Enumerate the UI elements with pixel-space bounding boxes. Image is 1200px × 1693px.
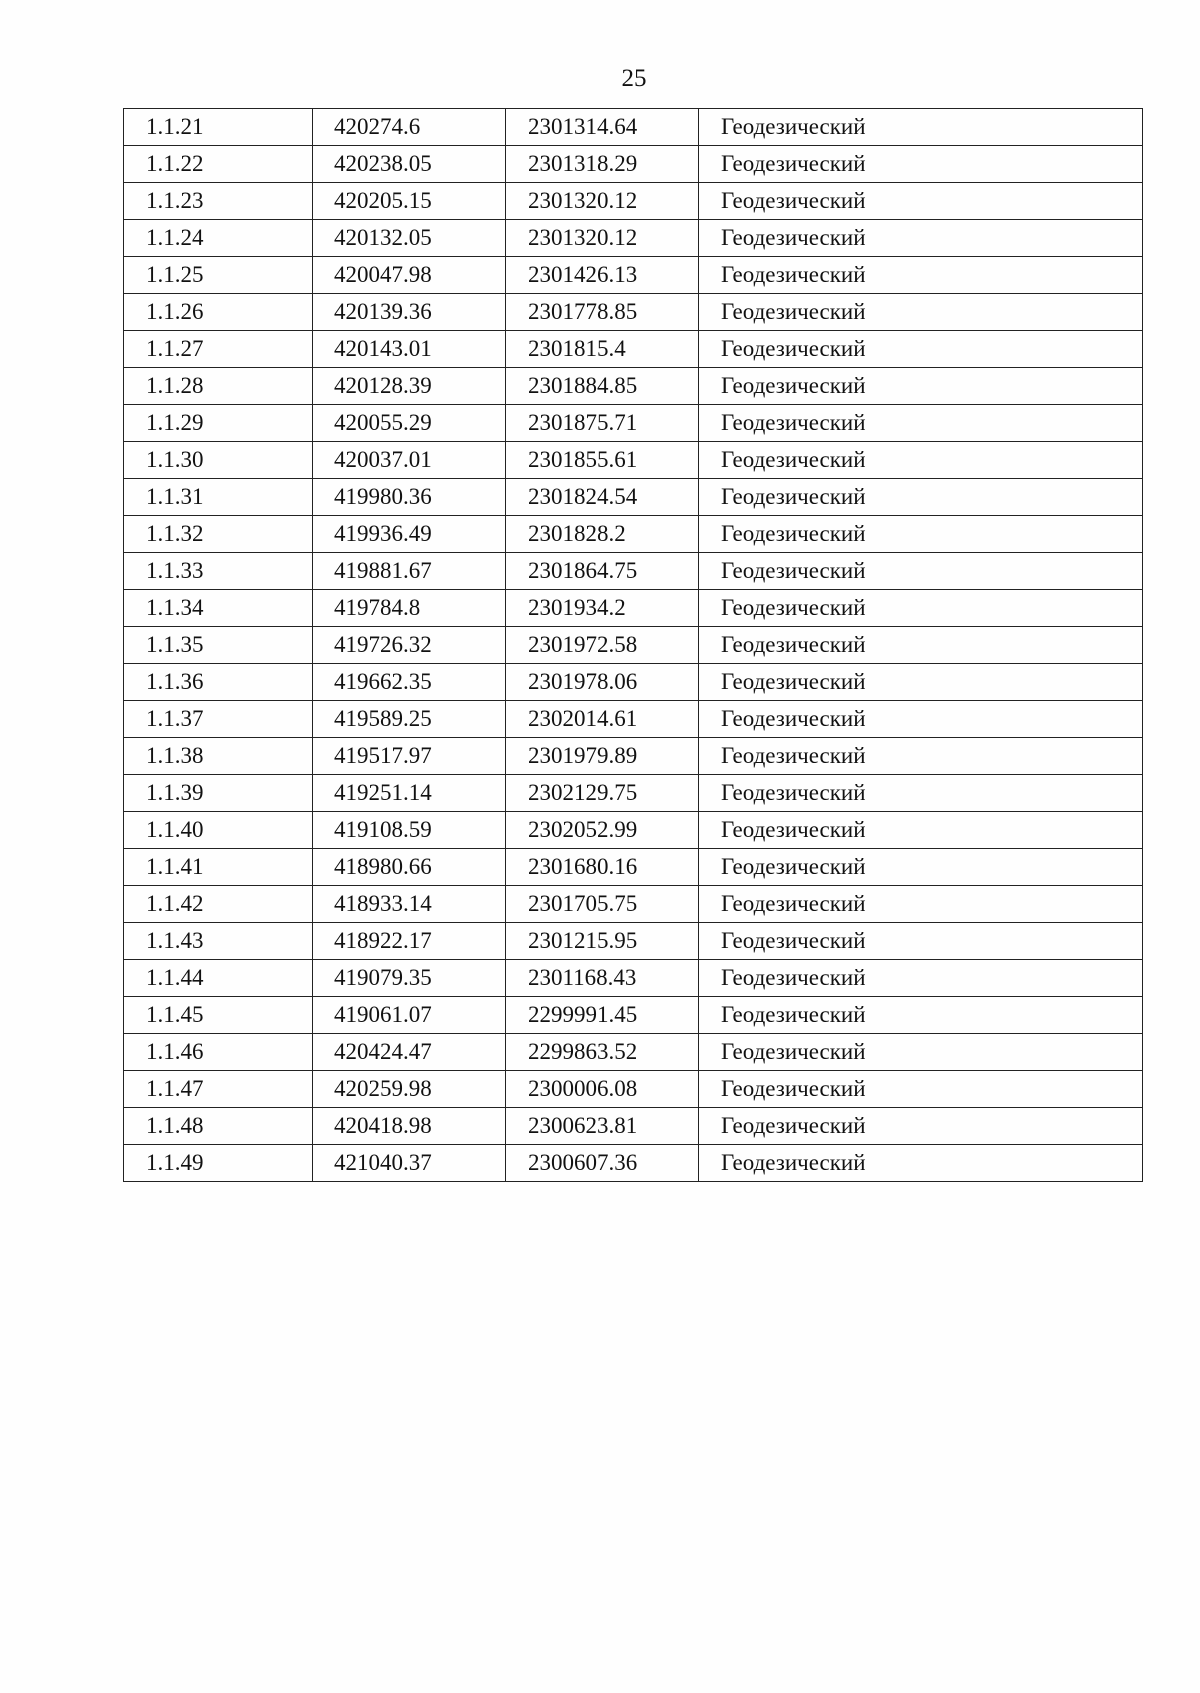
table-row [124, 775, 1143, 812]
point-type-cell: Геодезический [699, 1108, 1143, 1145]
x-coordinate-cell: 418922.17 [313, 923, 506, 960]
table-row [124, 109, 1143, 146]
x-coordinate-cell: 418933.14 [313, 886, 506, 923]
point-type-cell: Геодезический [699, 294, 1143, 331]
table-row [124, 405, 1143, 442]
y-coordinate-cell: 2301855.61 [506, 442, 699, 479]
point-id-cell: 1.1.22 [124, 146, 313, 183]
point-type-cell: Геодезический [699, 590, 1143, 627]
x-coordinate-cell: 420047.98 [313, 257, 506, 294]
point-type-cell: Геодезический [699, 479, 1143, 516]
page-number: 25 [621, 65, 647, 92]
point-id-cell: 1.1.28 [124, 368, 313, 405]
x-coordinate-cell: 419589.25 [313, 701, 506, 738]
point-type-cell: Геодезический [699, 109, 1143, 146]
point-id-cell: 1.1.46 [124, 1034, 313, 1071]
table-row [124, 886, 1143, 923]
x-coordinate-cell: 420424.47 [313, 1034, 506, 1071]
point-id-cell: 1.1.42 [124, 886, 313, 923]
table-row [124, 553, 1143, 590]
point-id-cell: 1.1.34 [124, 590, 313, 627]
x-coordinate-cell: 419784.8 [313, 590, 506, 627]
y-coordinate-cell: 2301934.2 [506, 590, 699, 627]
point-id-cell: 1.1.21 [124, 109, 313, 146]
point-id-cell: 1.1.23 [124, 183, 313, 220]
y-coordinate-cell: 2301168.43 [506, 960, 699, 997]
point-type-cell: Геодезический [699, 738, 1143, 775]
point-type-cell: Геодезический [699, 553, 1143, 590]
x-coordinate-cell: 419061.07 [313, 997, 506, 1034]
x-coordinate-cell: 419726.32 [313, 627, 506, 664]
x-coordinate-cell: 418980.66 [313, 849, 506, 886]
table-row [124, 479, 1143, 516]
y-coordinate-cell: 2301320.12 [506, 183, 699, 220]
y-coordinate-cell: 2301972.58 [506, 627, 699, 664]
x-coordinate-cell: 420259.98 [313, 1071, 506, 1108]
point-id-cell: 1.1.49 [124, 1145, 313, 1182]
y-coordinate-cell: 2301979.89 [506, 738, 699, 775]
y-coordinate-cell: 2301978.06 [506, 664, 699, 701]
point-type-cell: Геодезический [699, 997, 1143, 1034]
table-row [124, 849, 1143, 886]
x-coordinate-cell: 419936.49 [313, 516, 506, 553]
point-id-cell: 1.1.33 [124, 553, 313, 590]
y-coordinate-cell: 2301314.64 [506, 109, 699, 146]
point-id-cell: 1.1.27 [124, 331, 313, 368]
point-type-cell: Геодезический [699, 257, 1143, 294]
y-coordinate-cell: 2301705.75 [506, 886, 699, 923]
x-coordinate-cell: 420055.29 [313, 405, 506, 442]
point-type-cell: Геодезический [699, 368, 1143, 405]
y-coordinate-cell: 2301778.85 [506, 294, 699, 331]
table-row [124, 516, 1143, 553]
y-coordinate-cell: 2301828.2 [506, 516, 699, 553]
y-coordinate-cell: 2301215.95 [506, 923, 699, 960]
x-coordinate-cell: 420132.05 [313, 220, 506, 257]
point-type-cell: Геодезический [699, 701, 1143, 738]
y-coordinate-cell: 2301426.13 [506, 257, 699, 294]
point-type-cell: Геодезический [699, 812, 1143, 849]
table-row [124, 1071, 1143, 1108]
x-coordinate-cell: 421040.37 [313, 1145, 506, 1182]
table-row [124, 923, 1143, 960]
point-type-cell: Геодезический [699, 183, 1143, 220]
point-id-cell: 1.1.48 [124, 1108, 313, 1145]
y-coordinate-cell: 2302129.75 [506, 775, 699, 812]
point-type-cell: Геодезический [699, 516, 1143, 553]
point-id-cell: 1.1.26 [124, 294, 313, 331]
point-id-cell: 1.1.47 [124, 1071, 313, 1108]
y-coordinate-cell: 2301864.75 [506, 553, 699, 590]
table-row [124, 257, 1143, 294]
y-coordinate-cell: 2301318.29 [506, 146, 699, 183]
point-id-cell: 1.1.36 [124, 664, 313, 701]
coordinates-table-body [124, 109, 1143, 1182]
table-row [124, 183, 1143, 220]
point-id-cell: 1.1.41 [124, 849, 313, 886]
table-row [124, 627, 1143, 664]
x-coordinate-cell: 420205.15 [313, 183, 506, 220]
y-coordinate-cell: 2299863.52 [506, 1034, 699, 1071]
point-type-cell: Геодезический [699, 1145, 1143, 1182]
y-coordinate-cell: 2301824.54 [506, 479, 699, 516]
y-coordinate-cell: 2302052.99 [506, 812, 699, 849]
y-coordinate-cell: 2300607.36 [506, 1145, 699, 1182]
y-coordinate-cell: 2301884.85 [506, 368, 699, 405]
x-coordinate-cell: 420238.05 [313, 146, 506, 183]
table-row [124, 368, 1143, 405]
table-row [124, 331, 1143, 368]
x-coordinate-cell: 419662.35 [313, 664, 506, 701]
table-row [124, 997, 1143, 1034]
table-row [124, 1034, 1143, 1071]
point-type-cell: Геодезический [699, 849, 1143, 886]
point-type-cell: Геодезический [699, 1071, 1143, 1108]
point-id-cell: 1.1.45 [124, 997, 313, 1034]
y-coordinate-cell: 2301320.12 [506, 220, 699, 257]
point-type-cell: Геодезический [699, 442, 1143, 479]
point-id-cell: 1.1.30 [124, 442, 313, 479]
y-coordinate-cell: 2301875.71 [506, 405, 699, 442]
y-coordinate-cell: 2300006.08 [506, 1071, 699, 1108]
table-row [124, 812, 1143, 849]
y-coordinate-cell: 2301680.16 [506, 849, 699, 886]
point-type-cell: Геодезический [699, 331, 1143, 368]
point-type-cell: Геодезический [699, 1034, 1143, 1071]
y-coordinate-cell: 2300623.81 [506, 1108, 699, 1145]
table-row [124, 701, 1143, 738]
x-coordinate-cell: 419079.35 [313, 960, 506, 997]
point-type-cell: Геодезический [699, 923, 1143, 960]
point-id-cell: 1.1.31 [124, 479, 313, 516]
table-row [124, 294, 1143, 331]
table-row [124, 960, 1143, 997]
x-coordinate-cell: 420418.98 [313, 1108, 506, 1145]
point-type-cell: Геодезический [699, 146, 1143, 183]
table-row [124, 738, 1143, 775]
point-id-cell: 1.1.44 [124, 960, 313, 997]
point-type-cell: Геодезический [699, 627, 1143, 664]
table-row [124, 1145, 1143, 1182]
x-coordinate-cell: 420274.6 [313, 109, 506, 146]
point-type-cell: Геодезический [699, 960, 1143, 997]
table-row [124, 146, 1143, 183]
point-id-cell: 1.1.39 [124, 775, 313, 812]
point-id-cell: 1.1.25 [124, 257, 313, 294]
y-coordinate-cell: 2301815.4 [506, 331, 699, 368]
x-coordinate-cell: 419517.97 [313, 738, 506, 775]
x-coordinate-cell: 420139.36 [313, 294, 506, 331]
x-coordinate-cell: 420128.39 [313, 368, 506, 405]
x-coordinate-cell: 419251.14 [313, 775, 506, 812]
y-coordinate-cell: 2299991.45 [506, 997, 699, 1034]
table-row [124, 590, 1143, 627]
point-type-cell: Геодезический [699, 220, 1143, 257]
x-coordinate-cell: 420143.01 [313, 331, 506, 368]
table-row [124, 664, 1143, 701]
point-type-cell: Геодезический [699, 664, 1143, 701]
point-type-cell: Геодезический [699, 886, 1143, 923]
point-id-cell: 1.1.24 [124, 220, 313, 257]
point-id-cell: 1.1.38 [124, 738, 313, 775]
point-type-cell: Геодезический [699, 405, 1143, 442]
x-coordinate-cell: 419980.36 [313, 479, 506, 516]
x-coordinate-cell: 420037.01 [313, 442, 506, 479]
y-coordinate-cell: 2302014.61 [506, 701, 699, 738]
table-row [124, 220, 1143, 257]
table-row [124, 1108, 1143, 1145]
point-type-cell: Геодезический [699, 775, 1143, 812]
point-id-cell: 1.1.40 [124, 812, 313, 849]
point-id-cell: 1.1.32 [124, 516, 313, 553]
point-id-cell: 1.1.29 [124, 405, 313, 442]
x-coordinate-cell: 419108.59 [313, 812, 506, 849]
point-id-cell: 1.1.37 [124, 701, 313, 738]
x-coordinate-cell: 419881.67 [313, 553, 506, 590]
point-id-cell: 1.1.43 [124, 923, 313, 960]
table-row [124, 442, 1143, 479]
coordinates-table [123, 108, 1143, 1182]
point-id-cell: 1.1.35 [124, 627, 313, 664]
